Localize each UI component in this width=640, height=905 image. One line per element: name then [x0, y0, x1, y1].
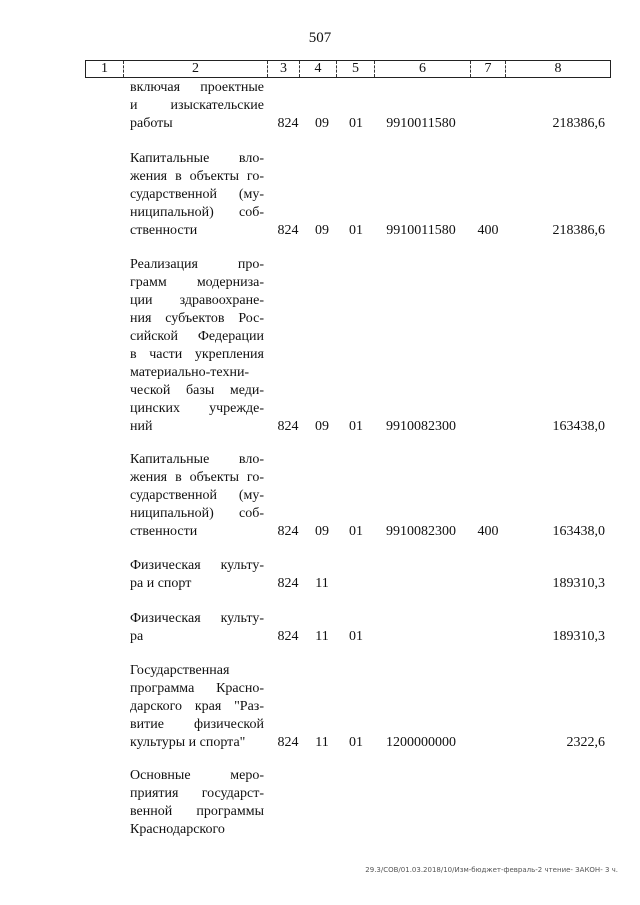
description-line: в части укрепления — [130, 347, 264, 362]
cell-rz: 11 — [315, 629, 329, 644]
description-line: программа Красно- — [130, 681, 264, 696]
row-description — [130, 557, 264, 593]
cell-amount: 163438,0 — [552, 524, 605, 539]
cell-ved: 824 — [277, 629, 299, 644]
cell-pr: 01 — [349, 116, 363, 131]
header-col-7: 7 — [471, 61, 506, 77]
description-line: ниципальной) соб- — [130, 506, 264, 521]
row-description — [130, 79, 264, 133]
description-line: работы — [130, 116, 173, 131]
description-line: жения в объекты го- — [130, 470, 264, 485]
description-line: материально-техни- — [130, 365, 250, 380]
description-line: витие физической — [130, 717, 264, 732]
cell-rz: 09 — [315, 116, 329, 131]
cell-csr: 9910011580 — [386, 116, 456, 131]
description-line: Капитальные вло- — [130, 151, 264, 166]
description-line: ра — [130, 629, 144, 644]
cell-ved: 824 — [277, 116, 299, 131]
row-description — [130, 150, 264, 240]
cell-csr: 9910082300 — [386, 419, 456, 434]
cell-amount: 163438,0 — [552, 419, 605, 434]
cell-amount: 189310,3 — [552, 629, 605, 644]
cell-amount: 218386,6 — [552, 223, 605, 238]
cell-ved: 824 — [277, 576, 299, 591]
description-line: ниципальной) соб- — [130, 205, 264, 220]
description-line: ческой базы меди- — [130, 383, 264, 398]
cell-rz: 09 — [315, 223, 329, 238]
cell-csr: 9910082300 — [386, 524, 456, 539]
cell-amount: 2322,6 — [566, 735, 605, 750]
cell-rz: 11 — [315, 735, 329, 750]
description-line: ния субъектов Рос- — [130, 311, 264, 326]
description-line: включая проектные — [130, 80, 264, 95]
cell-ved: 824 — [277, 735, 299, 750]
row-description — [130, 256, 264, 436]
description-line: Государственная — [130, 663, 230, 678]
description-line: ственности — [130, 223, 198, 238]
cell-vr: 400 — [477, 524, 499, 539]
header-col-5: 5 — [337, 61, 375, 77]
cell-rz: 09 — [315, 419, 329, 434]
cell-pr: 01 — [349, 629, 363, 644]
description-line: жения в объекты го- — [130, 169, 264, 184]
cell-rz: 11 — [315, 576, 329, 591]
description-line: дарского края "Раз- — [130, 699, 264, 714]
description-line: цинских учрежде- — [130, 401, 264, 416]
description-line: Краснодарского — [130, 822, 225, 837]
description-line: культуры и спорта" — [130, 735, 246, 750]
cell-rz: 09 — [315, 524, 329, 539]
header-col-8: 8 — [554, 61, 562, 76]
description-line: ний — [130, 419, 153, 434]
description-line: и изыскательские — [130, 98, 264, 113]
cell-vr: 400 — [477, 223, 499, 238]
cell-pr: 01 — [349, 419, 363, 434]
description-line: Капитальные вло- — [130, 452, 264, 467]
description-line: венной программы — [130, 804, 264, 819]
cell-ved: 824 — [277, 419, 299, 434]
footer-path: 29.3/СОВ/01.03.2018/10/Изм-бюджет-февраль-2 чтение- ЗАКОН- 3 ч. — [365, 866, 618, 874]
description-line: приятия государст- — [130, 786, 264, 801]
description-line: сударственной (му- — [130, 488, 264, 503]
row-description — [130, 610, 264, 646]
row-description — [130, 451, 264, 541]
cell-ved: 824 — [277, 223, 299, 238]
header-col-3: 3 — [268, 61, 300, 77]
table-header — [85, 60, 611, 78]
description-line: Реализация про- — [130, 257, 264, 272]
cell-amount: 189310,3 — [552, 576, 605, 591]
description-line: ции здравоохране- — [130, 293, 264, 308]
page-number: 507 — [308, 30, 332, 46]
cell-amount: 218386,6 — [552, 116, 605, 131]
cell-csr: 1200000000 — [386, 735, 456, 750]
row-description — [130, 662, 264, 752]
cell-csr: 9910011580 — [386, 223, 456, 238]
header-col-4: 4 — [300, 61, 337, 77]
cell-pr: 01 — [349, 524, 363, 539]
description-line: Физическая культу- — [130, 611, 264, 626]
cell-pr: 01 — [349, 223, 363, 238]
description-line: ственности — [130, 524, 198, 539]
description-line: Основные меро- — [130, 768, 264, 783]
cell-ved: 824 — [277, 524, 299, 539]
description-line: ра и спорт — [130, 576, 192, 591]
header-col-1: 1 — [86, 61, 124, 77]
header-col-6: 6 — [375, 61, 471, 77]
description-line: Физическая культу- — [130, 558, 264, 573]
cell-pr: 01 — [349, 735, 363, 750]
row-description — [130, 767, 264, 839]
header-col-2: 2 — [124, 61, 268, 77]
description-line: сударственной (му- — [130, 187, 264, 202]
description-line: сийской Федерации — [130, 329, 264, 344]
description-line: грамм модерниза- — [130, 275, 264, 290]
